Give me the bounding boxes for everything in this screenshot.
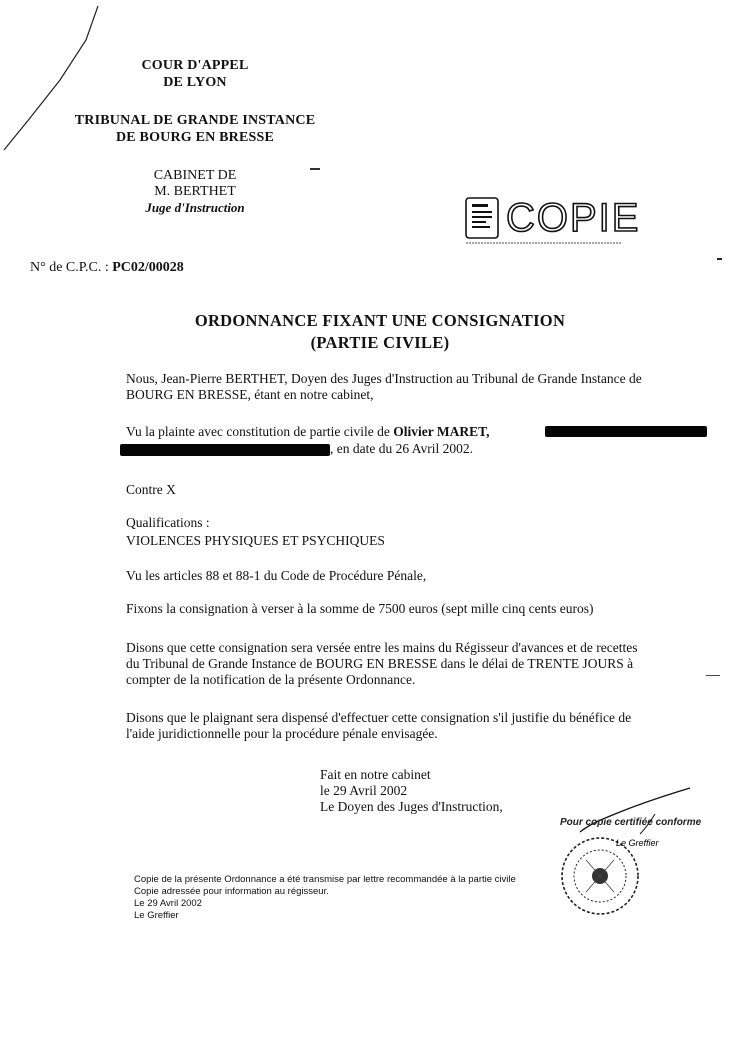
vu-articles: Vu les articles 88 et 88-1 du Code de Procédure Pénale, xyxy=(126,568,427,583)
footer-line-1: Copie de la présente Ordonnance a été transmise par lettre recommandée à la partie civile xyxy=(134,874,516,885)
disons2-line-1: Disons que le plaignant sera dispensé d'effectuer cette consignation s'il justifie du bénéfice de xyxy=(126,710,632,725)
p1-line-2: BOURG EN BRESSE, étant en notre cabinet, xyxy=(126,387,374,402)
copie-stamp xyxy=(464,194,641,246)
scan-speck xyxy=(717,258,722,260)
footer-line-3: Le 29 Avril 2002 xyxy=(134,898,202,909)
paragraph-disons-1 xyxy=(126,640,638,688)
cpc-label: N° de C.P.C. : xyxy=(30,260,109,275)
p2-prefix: Vu la plainte avec constitution de partie civile de xyxy=(126,424,390,439)
p2-line-2: , en date du 26 Avril 2002. xyxy=(330,441,473,456)
paragraph-plainte xyxy=(126,424,489,440)
fixons-consignation: Fixons la consignation à verser à la somme de 7500 euros (sept mille cinq cents euros) xyxy=(126,601,594,616)
redaction-bar xyxy=(120,444,330,456)
footer-line-4: Le Greffier xyxy=(134,910,179,921)
cpc-value: PC02/00028 xyxy=(112,260,184,275)
certified-copy-text: Pour copie certifiée conforme xyxy=(560,817,702,828)
title-line-1: ORDONNANCE FIXANT UNE CONSIGNATION xyxy=(194,311,566,330)
p1-line-1: Nous, Jean-Pierre BERTHET, Doyen des Juges d'Instruction au Tribunal de Grande Instance de xyxy=(126,371,642,386)
court-line-2: DE LYON xyxy=(163,75,227,90)
redaction-bar xyxy=(545,426,707,437)
tribunal-line-1: TRIBUNAL DE GRANDE INSTANCE xyxy=(74,113,316,128)
paragraph-nous xyxy=(126,371,642,403)
disons1-line-2: du Tribunal de Grande Instance de BOURG EN BRESSE dans le délai de TRENTE JOURS à xyxy=(126,656,634,671)
qualif-value: VIOLENCES PHYSIQUES ET PSYCHIQUES xyxy=(126,533,385,548)
signature-line-1: Fait en notre cabinet xyxy=(320,767,431,782)
footer-line-2: Copie adressée pour information au régisseur. xyxy=(134,886,329,897)
signature-line-2: le 29 Avril 2002 xyxy=(320,783,408,798)
qualifications xyxy=(126,515,385,549)
title-line-2: (PARTIE CIVILE) xyxy=(310,333,450,352)
court-name xyxy=(120,58,270,91)
cabinet-line-2: M. BERTHET xyxy=(154,184,236,199)
signature-block xyxy=(320,767,503,815)
scan-speck xyxy=(310,168,320,170)
cabinet-role: Juge d'Instruction xyxy=(145,200,245,215)
tribunal-name xyxy=(50,113,340,146)
p2-name: Olivier MARET, xyxy=(393,424,490,439)
disons1-line-3: compter de la notification de la présente Ordonnance. xyxy=(126,672,416,687)
disons1-line-1: Disons que cette consignation sera versée entre les mains du Régisseur d'avances et de recettes xyxy=(126,640,638,655)
seal-greffier-text: Le Greffier xyxy=(616,838,659,848)
paragraph-disons-2 xyxy=(126,710,631,742)
cpc-number xyxy=(30,260,184,276)
qualif-label: Qualifications : xyxy=(126,515,210,530)
footer-notes xyxy=(134,874,516,922)
court-line-1: COUR D'APPEL xyxy=(141,58,249,73)
tribunal-line-2: DE BOURG EN BRESSE xyxy=(115,130,275,145)
cabinet-block xyxy=(120,168,270,216)
cabinet-line-1: CABINET DE xyxy=(153,168,237,183)
signature-line-3: Le Doyen des Juges d'Instruction, xyxy=(320,799,503,814)
copie-label: COPIE xyxy=(506,196,641,240)
scan-speck xyxy=(706,675,720,676)
disons2-line-2: l'aide juridictionnelle pour la procédure pénale envisagée. xyxy=(126,726,438,741)
official-seal xyxy=(556,830,659,920)
page-title xyxy=(140,311,620,353)
contre-x: Contre X xyxy=(126,482,176,497)
